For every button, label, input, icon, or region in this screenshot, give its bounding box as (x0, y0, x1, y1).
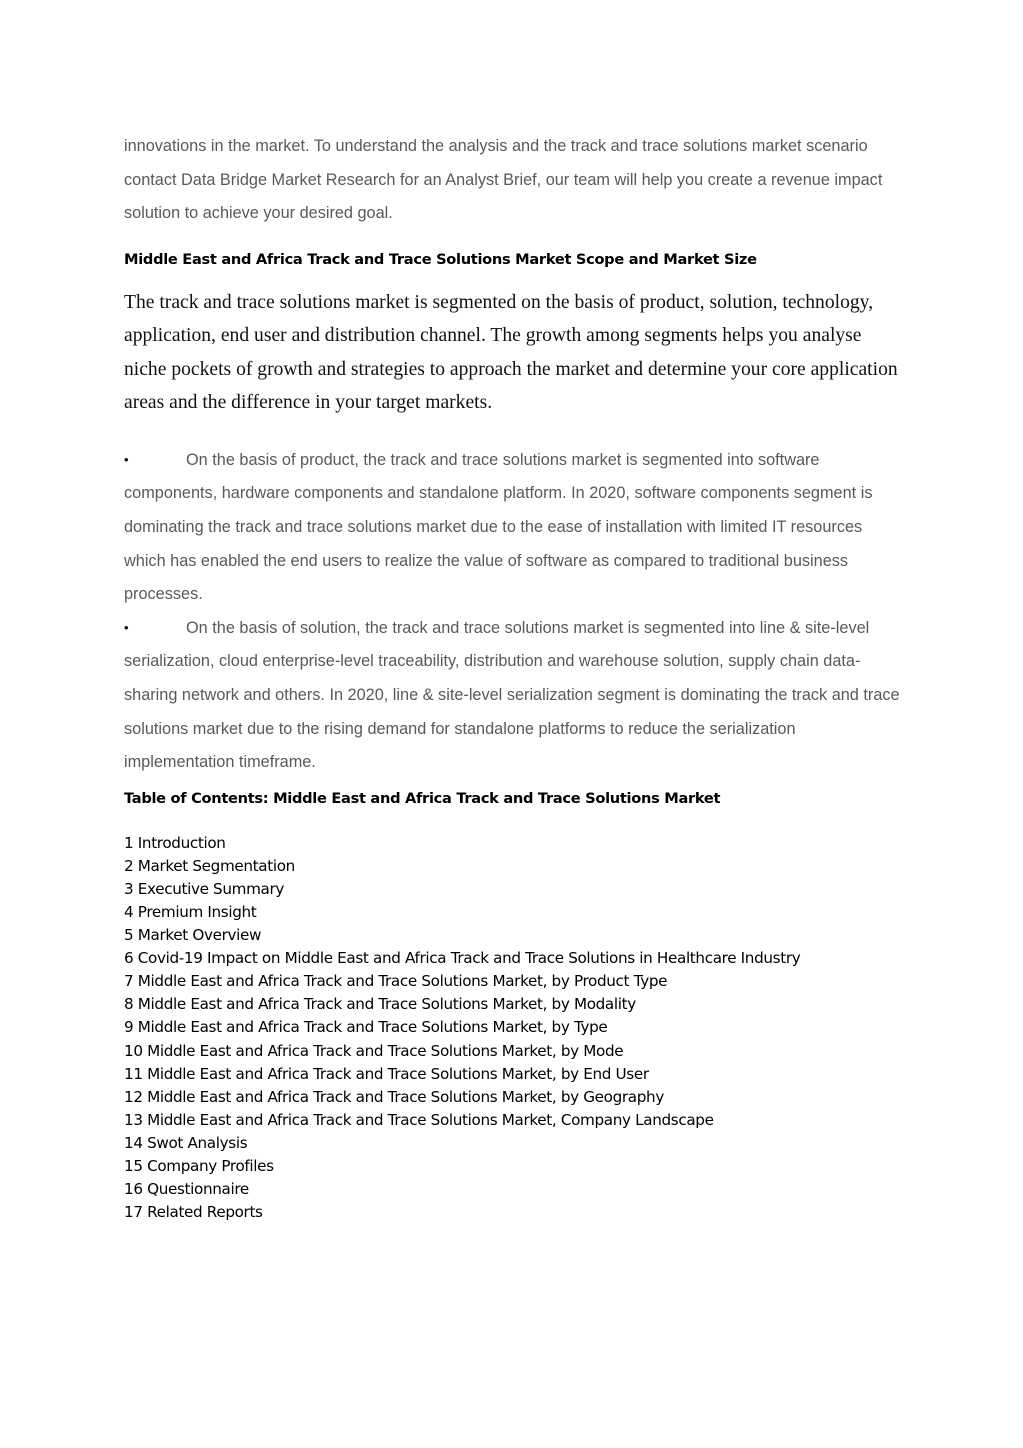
bullet-item-product (124, 444, 904, 612)
toc-item: 3 Executive Summary (124, 879, 285, 898)
toc-item: 6 Covid-19 Impact on Middle East and Africa Track and Trace Solutions in Healthcare Industry (124, 949, 801, 968)
toc-item: 12 Middle East and Africa Track and Trace Solutions Market, by Geography (124, 1087, 664, 1106)
toc-item: 8 Middle East and Africa Track and Trace Solutions Market, by Modality (124, 995, 636, 1014)
toc-item: 7 Middle East and Africa Track and Trace Solutions Market, by Product Type (124, 972, 668, 991)
toc-item: 16 Questionnaire (124, 1180, 249, 1199)
scope-paragraph: The track and trace solutions market is segmented on the basis of product, solution, technology, application, end user and distribution channel. The growth among segments helps you analyse niche pockets of growth and strategies to approach the market and determine your core application areas and the difference in your target markets. (124, 291, 898, 414)
bullet-icon: • (124, 619, 129, 635)
intro-paragraph: innovations in the market. To understand the analysis and the track and trace solutions market scenario contact Data Bridge Market Research for an Analyst Brief, our team will help you create a revenue impact solution to achieve your desired goal. (124, 137, 883, 223)
bullet-text-product: On the basis of product, the track and trace solutions market is segmented into software components, hardware components and standalone platform. In 2020, software components segment is dominating the track and trace solutions market due to the ease of installation with limited IT resources which has enabled the end users to realize the value of software as compared to traditional business processes. (124, 450, 873, 604)
toc-item: 15 Company Profiles (124, 1157, 274, 1176)
bullet-item-solution (124, 612, 904, 780)
toc-item: 14 Swot Analysis (124, 1133, 248, 1152)
toc-item: 4 Premium Insight (124, 903, 257, 921)
toc-list (124, 832, 904, 1225)
toc-item: 17 Related Reports (124, 1203, 263, 1222)
toc-item: 10 Middle East and Africa Track and Trace Solutions Market, by Mode (124, 1041, 624, 1060)
toc-item: 13 Middle East and Africa Track and Trace Solutions Market, Company Landscape (124, 1110, 714, 1129)
toc-item: 9 Middle East and Africa Track and Trace Solutions Market, by Type (124, 1018, 608, 1037)
scope-heading: Middle East and Africa Track and Trace Solutions Market Scope and Market Size (124, 250, 757, 268)
bullet-text-solution: On the basis of solution, the track and trace solutions market is segmented into line & site-level serialization, cloud enterprise-level traceability, distribution and warehouse solution, supply chain data-sharing network and others. In 2020, line & site-level serialization segment is dominating the track and trace solutions market due to the rising demand for standalone platforms to reduce the serialization implementation timeframe. (124, 618, 900, 772)
bullet-list (124, 444, 904, 780)
toc-item: 5 Market Overview (124, 926, 262, 945)
toc-heading: Table of Contents: Middle East and Africa Track and Trace Solutions Market (124, 789, 721, 807)
page-content (124, 130, 904, 1224)
toc-item: 2 Market Segmentation (124, 856, 295, 875)
bullet-icon: • (124, 451, 129, 467)
toc-item: 11 Middle East and Africa Track and Trace Solutions Market, by End User (124, 1064, 649, 1083)
toc-item: 1 Introduction (124, 833, 226, 852)
